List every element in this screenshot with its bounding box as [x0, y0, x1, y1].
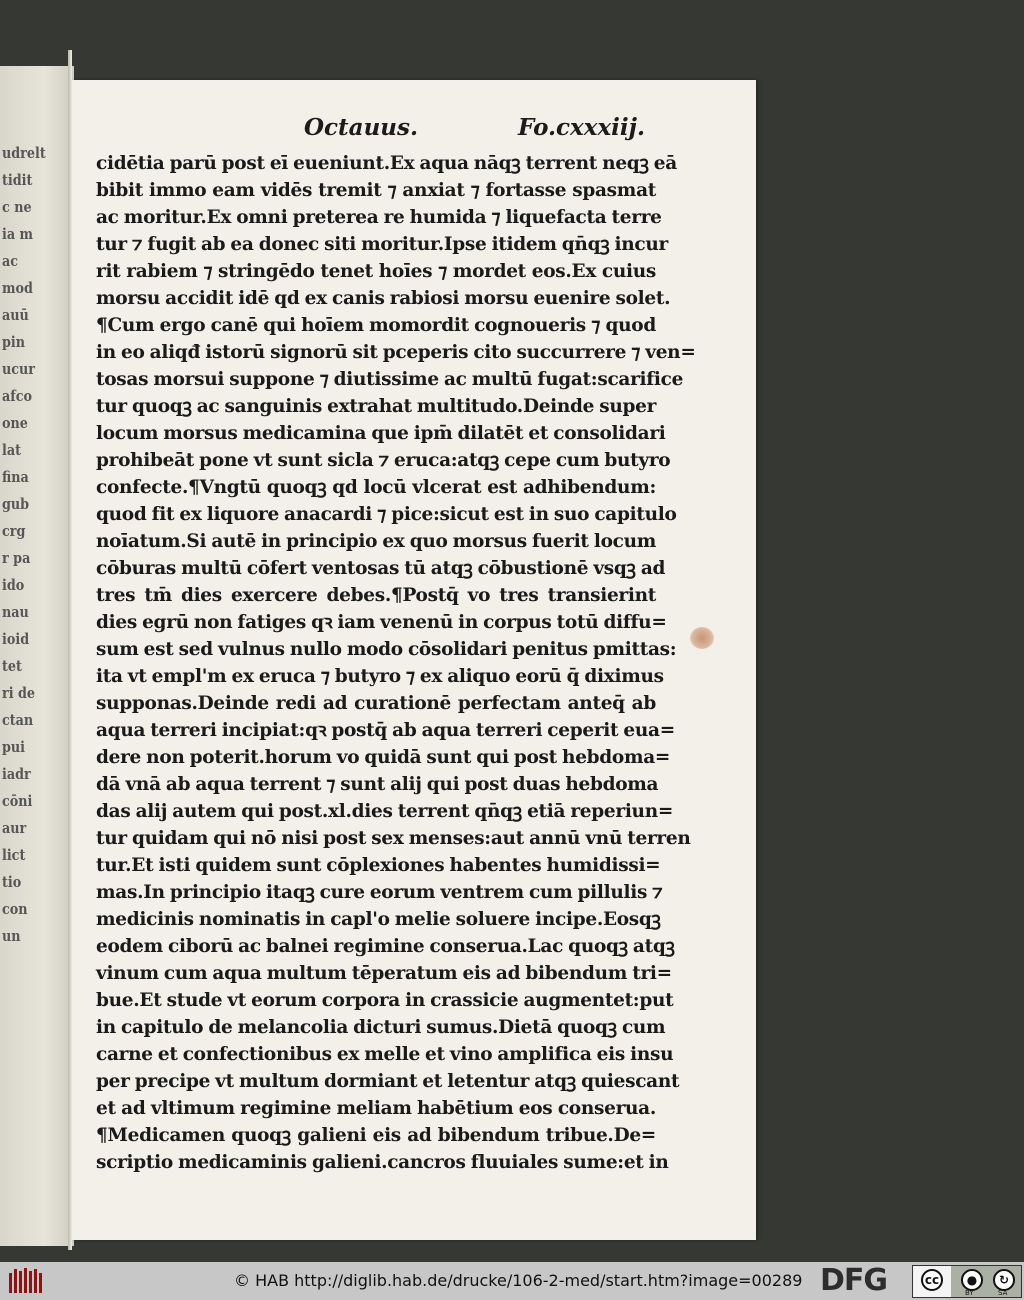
hab-logo-icon — [6, 1265, 48, 1297]
previous-page-text-fragment: auū — [2, 306, 29, 324]
footer-bar — [0, 1262, 1024, 1300]
text-line: bibit immo eam vidēs tremit ⁊ anxiat ⁊ fortasse spasmat — [96, 180, 656, 201]
previous-page-text-fragment: gub — [2, 495, 30, 513]
running-head: Octauus. — [304, 114, 418, 141]
text-line: ac moritur.Ex omni preterea re humida ⁊ liquefacta terre — [96, 207, 662, 228]
previous-page-text-fragment: pin — [2, 333, 26, 351]
previous-page-text-fragment: lict — [2, 846, 26, 864]
text-line: morsu accidit idē qd ex canis rabiosi morsu euenire solet. — [96, 288, 671, 309]
previous-page-text-fragment: ia m — [2, 225, 34, 243]
text-line: prohibeāt pone vt sunt sicla ⁊ eruca:atqꝫ cepe cum butyro — [96, 450, 671, 471]
text-line: dā vnā ab aqua terrent ⁊ sunt alij qui post duas hebdoma — [96, 774, 659, 795]
text-line: tur quoqꝫ ac sanguinis extrahat multitudo.Deinde super — [96, 396, 657, 417]
text-line: tosas morsui suppone ⁊ diutissime ac multū fugat:scarifice — [96, 369, 684, 390]
cc-icon: cc — [921, 1269, 943, 1291]
previous-page-text-fragment: one — [2, 414, 28, 432]
text-line: ¶Medicamen quoqꝫ galieni eis ad bibendum tribue.De= — [96, 1125, 656, 1146]
previous-page-text-fragment: aur — [2, 819, 27, 837]
text-line: cidētia parū post eī eueniunt.Ex aqua nāqꝫ terrent neqꝫ eā — [96, 153, 677, 174]
text-line: das alij autem qui post.xl.dies terrent qn̄qꝫ etiā reperiun= — [96, 801, 674, 822]
attribution-icon: ● — [961, 1269, 983, 1291]
by-label: BY — [965, 1289, 974, 1297]
text-line: locum morsus medicamina que ipm̄ dilatēt et consolidari — [96, 423, 666, 444]
previous-page-text-fragment: r pa — [2, 549, 31, 567]
previous-page-text-fragment: tio — [2, 873, 22, 891]
text-line: mas.In principio itaqꝫ cure eorum ventrem cum pillulis ⁊ — [96, 882, 663, 903]
text-block — [96, 150, 696, 1176]
text-line: quod fit ex liquore anacardi ⁊ pice:sicut est in suo capitulo — [96, 504, 677, 525]
text-line: rit rabiem ⁊ stringēdo tenet hoīes ⁊ mordet eos.Ex cuius — [96, 261, 656, 282]
text-line: in capitulo de melancolia dicturi sumus.Dietā quoqꝫ cum — [96, 1017, 666, 1038]
text-line: sum est sed vulnus nullo modo cōsolidari penitus pmittas: — [96, 639, 677, 660]
text-line: dere non poterit.horum vo quidā sunt qui post hebdoma= — [96, 747, 671, 768]
sa-label: SA — [998, 1289, 1008, 1297]
copyright-link[interactable]: © HAB http://diglib.hab.de/drucke/106-2-med/start.htm?image=00289 — [234, 1271, 803, 1290]
folio-number: Fo.cxxxiij. — [518, 114, 645, 141]
previous-page-text-fragment: c ne — [2, 198, 32, 216]
text-line: tres tm̄ dies exercere debes.¶Postq̄ vo tres transierint — [96, 585, 656, 606]
text-line: medicinis nominatis in capl'o melie soluere incipe.Eosqꝫ — [96, 909, 661, 930]
text-line: per precipe vt multum dormiant et letentur atqꝫ quiescant — [96, 1071, 680, 1092]
previous-page-edge — [0, 66, 74, 1246]
previous-page-text-fragment: afco — [2, 387, 33, 405]
previous-page-text-fragment: con — [2, 900, 28, 918]
previous-page-text-fragment: ucur — [2, 360, 36, 378]
previous-page-text-fragment: iadr — [2, 765, 31, 783]
previous-page-text-fragment: crg — [2, 522, 26, 540]
page-header — [72, 112, 756, 146]
previous-page-text-fragment: nau — [2, 603, 29, 621]
previous-page-text-fragment: fina — [2, 468, 29, 486]
text-line: scriptio medicaminis galieni.cancros fluuiales sume:et in — [96, 1152, 669, 1173]
text-line: in eo aliqđ istorū signorū sit pceperis cito succurrere ⁊ ven= — [96, 342, 696, 363]
text-line: supponas.Deinde redi ad curationē perfectam anteq̄ ab — [96, 693, 656, 714]
text-line: noīatum.Si autē in principio ex quo morsus fuerit locum — [96, 531, 656, 552]
text-line: tur quidam qui nō nisi post sex menses:aut annū vnū terren — [96, 828, 691, 849]
text-line: confecte.¶Vngtū quoqꝫ qd locū vlcerat est adhibendum: — [96, 477, 656, 498]
text-line: tur ⁊ fugit ab ea donec siti moritur.Ipse itidem qn̄qꝫ incur — [96, 234, 668, 255]
text-line: vinum cum aqua multum tēperatum eis ad bibendum tri= — [96, 963, 672, 984]
text-line: dies egrū non fatiges qꝛ iam venenū in corpus totū diffu= — [96, 612, 667, 633]
previous-page-text-fragment: ctan — [2, 711, 34, 729]
text-line: eodem ciborū ac balnei regimine conserua.Lac quoqꝫ atqꝫ — [96, 936, 675, 957]
previous-page-text-fragment: pui — [2, 738, 26, 756]
share-alike-icon: ↻ — [993, 1269, 1015, 1291]
text-line: et ad vltimum regimine meliam habētium eos conserua. — [96, 1098, 656, 1119]
previous-page-text-fragment: ioid — [2, 630, 30, 648]
previous-page-text-fragment: cōni — [2, 792, 33, 810]
creative-commons-badge[interactable] — [912, 1265, 1022, 1298]
text-line: aqua terreri incipiat:qꝛ postq̄ ab aqua terreri ceperit eua= — [96, 720, 675, 741]
text-line: carne et confectionibus ex melle et vino amplifica eis insu — [96, 1044, 674, 1065]
text-line: ¶Cum ergo canē qui hoīem momordit cognoueris ⁊ quod — [96, 315, 656, 336]
previous-page-text-fragment: ido — [2, 576, 25, 594]
text-line: tur.Et isti quidem sunt cōplexiones habentes humidissi= — [96, 855, 661, 876]
previous-page-text-fragment: lat — [2, 441, 22, 459]
text-line: ita vt empl'm ex eruca ⁊ butyro ⁊ ex aliquo eorū q̄ diximus — [96, 666, 664, 687]
dfg-logo: DFG — [820, 1263, 888, 1298]
text-line: bue.Et stude vt eorum corpora in crassicie augmentet:put — [96, 990, 674, 1011]
previous-page-text-fragment: ri de — [2, 684, 36, 702]
paper-stain — [690, 627, 714, 649]
previous-page-text-fragment: un — [2, 927, 21, 945]
previous-page-text-fragment: ac — [2, 252, 19, 270]
previous-page-text-fragment: tidit — [2, 171, 33, 189]
previous-page-text-fragment: tet — [2, 657, 22, 675]
previous-page-text-fragment: udrelt — [2, 144, 46, 162]
previous-page-text-fragment: mod — [2, 279, 33, 297]
text-line: cōburas multū cōfert ventosas tū atqꝫ cōbustionē vsqꝫ ad — [96, 558, 666, 579]
